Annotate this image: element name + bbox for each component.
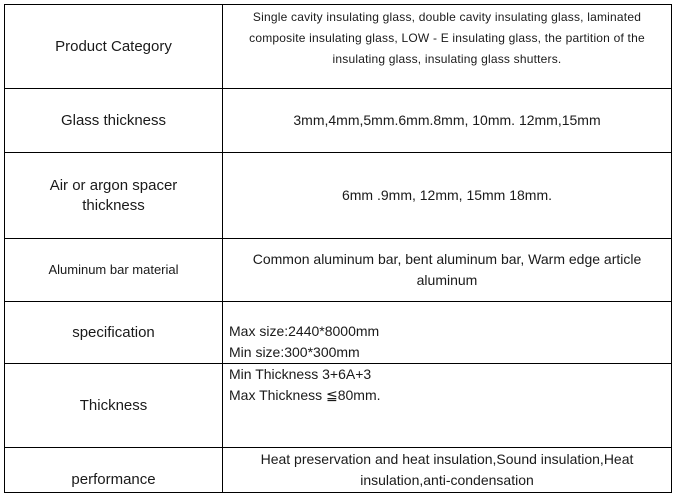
table-row: [5, 302, 672, 364]
row-value: [223, 302, 672, 364]
table-row: [5, 89, 672, 153]
table-row: [5, 364, 672, 448]
label-line: thickness: [82, 196, 145, 214]
value-line: Min size:300*300mm: [229, 344, 360, 360]
label-line: Air or argon spacer: [49, 176, 178, 194]
row-label: Product Category: [5, 5, 223, 89]
table-row: [5, 153, 672, 239]
row-value: [223, 89, 672, 153]
value-line: 6mm .9mm, 12mm, 15mm 18mm.: [341, 187, 553, 203]
value-line: composite insulating glass, LOW - E insulating glass, the partition of the: [249, 31, 645, 45]
value-line: Single cavity insulating glass, double cavity insulating glass, laminated: [252, 10, 642, 24]
row-value: [223, 448, 672, 493]
spec-table: [4, 4, 672, 493]
value-line: aluminum: [416, 272, 478, 288]
row-label: Glass thickness: [5, 89, 223, 153]
table-row: [5, 239, 672, 302]
row-label: specification: [5, 302, 223, 364]
table-row: [5, 448, 672, 493]
table-row: [5, 5, 672, 89]
value-line: Max size:2440*8000mm: [229, 323, 380, 339]
row-value: [223, 364, 672, 448]
value-line: insulation,anti-condensation: [360, 472, 534, 488]
row-value: [223, 153, 672, 239]
row-label: Aluminum bar material: [5, 239, 223, 302]
row-label: performance: [5, 448, 223, 493]
row-value: [223, 5, 672, 89]
row-label: [5, 153, 223, 239]
row-value: [223, 239, 672, 302]
value-line: Min Thickness 3+6A+3: [229, 366, 372, 382]
value-line: Heat preservation and heat insulation,Sound insulation,Heat: [260, 451, 634, 467]
value-line: Common aluminum bar, bent aluminum bar, Warm edge article: [252, 251, 642, 267]
value-line: insulating glass, insulating glass shutters.: [332, 52, 562, 66]
row-label: Thickness: [5, 364, 223, 448]
value-line: 3mm,4mm,5mm.6mm.8mm, 10mm. 12mm,15mm: [293, 112, 601, 128]
value-line: Max Thickness ≦80mm.: [229, 387, 381, 403]
